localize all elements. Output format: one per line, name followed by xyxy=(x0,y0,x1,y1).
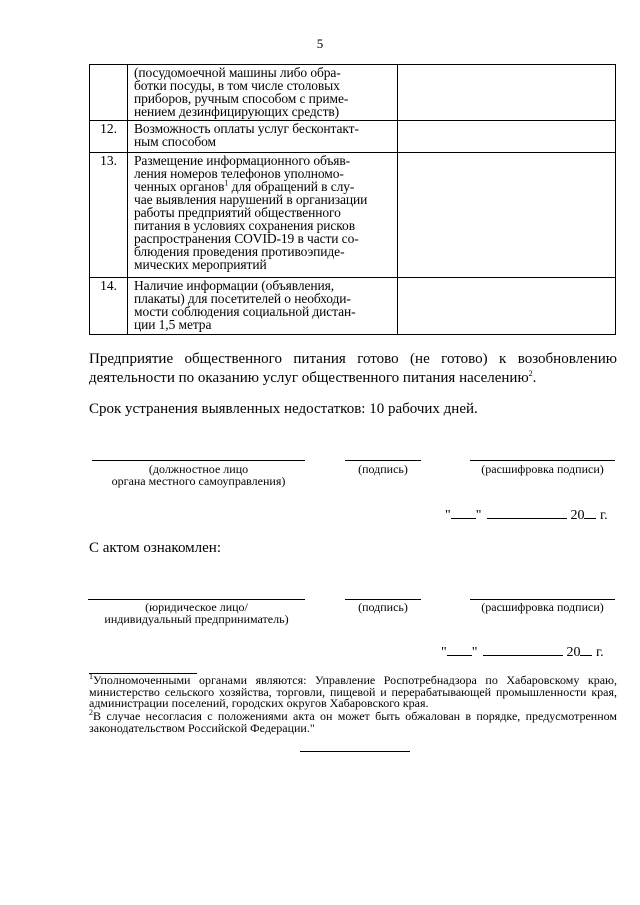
footnote-2: $^2$В случае несогласия с положениями акта он может быть обжалован в порядке, предусмотренном законодательством Российской Федерации." xyxy=(89,708,617,735)
footnote-mark: 1 xyxy=(224,178,229,188)
position-caption: (юридическое лицо/ индивидуальный предприниматель) xyxy=(104,600,289,626)
page-number: 5 xyxy=(316,36,324,51)
month-blank xyxy=(483,643,563,656)
year-blank xyxy=(580,643,592,656)
acknowledged-heading: С актом ознакомлен: xyxy=(89,540,221,556)
day-blank xyxy=(447,643,472,656)
signature-caption: (подпись) xyxy=(358,462,408,476)
footnote-mark: 2 xyxy=(528,369,533,378)
date-field: " " 20 г. xyxy=(441,645,604,660)
table-row xyxy=(90,121,616,153)
decoding-caption: (расшифровка подписи) xyxy=(481,600,604,614)
readiness-statement: Предприятие общественного питания готово (не готово) к возобновлению деятельности по оказанию услуг общественного питания населению$^2$. xyxy=(89,351,617,386)
row-value-cell xyxy=(398,278,616,335)
signature-caption: (подпись) xyxy=(358,600,408,614)
position-signature-line xyxy=(92,460,305,461)
row-requirement: Наличие информации (объявления, плакаты) для посетителей о необходи- мости соблюдения социальной дистан- ции 1,5 метра xyxy=(128,278,398,335)
deadline-text: Срок устранения выявленных недостатков: 10 рабочих дней. xyxy=(89,401,478,417)
date-field: " " 20 г. xyxy=(445,508,608,523)
row-number xyxy=(90,65,128,121)
row-number: 14. xyxy=(90,278,128,335)
row-value-cell xyxy=(398,121,616,153)
decoding-caption: (расшифровка подписи) xyxy=(481,462,604,476)
row-value-cell xyxy=(398,153,616,278)
decoding-line xyxy=(470,460,615,461)
end-separator xyxy=(300,751,410,752)
row-requirement: Размещение информационного объяв- ления номеров телефонов уполномо- ченных органов$^1$ для обращений в слу- чае выявления нарушений в организации работы предприятий общественного питания в условиях сохранения рисков распространения COVID-19 в части со- блюдения проведения противоэпиде- мических мероприятий xyxy=(128,153,398,278)
signature-line xyxy=(345,460,421,461)
row-requirement: (посудомоечной машины либо обра- ботки посуды, в том числе столовых приборов, ручным способом с приме- нением дезинфицирующих средств) xyxy=(128,65,398,121)
row-requirement: Возможность оплаты услуг бесконтакт- ным способом xyxy=(128,121,398,153)
checklist-table xyxy=(89,64,616,335)
month-blank xyxy=(487,506,567,519)
year-blank xyxy=(584,506,596,519)
row-number: 12. xyxy=(90,121,128,153)
table-row xyxy=(90,65,616,121)
footnote-1: $^1$Уполномоченными органами являются: Управление Роспотребнадзора по Хабаровскому краю, министерство сельского хозяйства, торговли, пищевой и перерабатывающей промышленности края, администрации поселений, городских округов Хабаровского края. xyxy=(89,672,617,710)
row-value-cell xyxy=(398,65,616,121)
day-blank xyxy=(451,506,476,519)
row-number: 13. xyxy=(90,153,128,278)
table-row xyxy=(90,153,616,278)
position-caption: (должностное лицо органа местного самоуправления) xyxy=(111,462,286,488)
table-row xyxy=(90,278,616,335)
